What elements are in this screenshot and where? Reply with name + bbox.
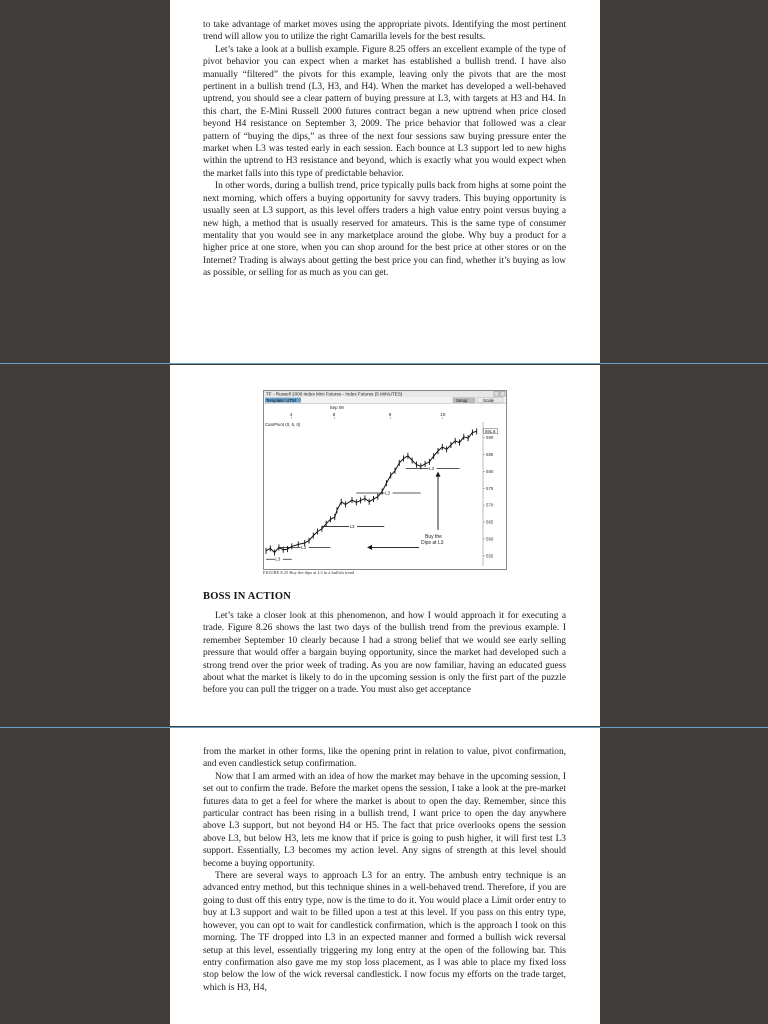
pivot-label: L3	[275, 556, 281, 562]
paragraph: In other words, during a bullish trend, price typically pulls back from highs at some point the next morning, which offers a buying opportunity for savvy traders. This buying opportunity is usually seen at L3 support, as this level offers traders a high value entry point versus buying a new high, a method that is usually reserved for amateurs. This is the same type of consumer mentality that you would see in any marketplace around the globe. Why buy a product for a higher price at one store, when you can shop around for the best price at other stores or on the Internet? Trading is always about getting the best price you can find, whether it’s buying as low as possible, or selling for as much as you can get.	[203, 181, 566, 279]
x-tick-label: 4	[289, 412, 293, 417]
paragraph: to take advantage of market moves using the appropriate pivots. Identifying the most pertinent trend will allow you to utilize the right Camarilla levels for the best results.	[203, 20, 566, 43]
y-tick-label: 570	[486, 502, 494, 508]
month-label: Sep 09	[329, 405, 344, 410]
x-tick-label: 10	[440, 412, 446, 417]
y-tick-label: 565	[486, 519, 494, 525]
x-tick-label: 8	[332, 412, 336, 417]
body-text	[203, 746, 566, 994]
paragraph: Let’s take a look at a bullish example. Figure 8.25 offers an excellent example of the type of pivot behavior you can expect when a market has established a bullish trend. I have also manually “filtered” the pivots for this example, leaving only the pivots that are the most pertinent in a bullish trend (L3, H3, and H4). When the market has developed a well-behaved uptrend, you should see a clear pattern of buying pressure at L3, with targets at H3 and H4. In this chart, the E-Mini Russell 2000 futures contract began a new uptrend when price closed beyond H4 resistance on September 3, 2009. The price behavior that followed was a clear pattern of “buying the dips,” as three of the next four sessions saw buying pressure enter the market when L3 was tested early in each session. Each bounce at L3 support led to new highs within the uptrend to H3 resistance and beyond, which is exactly what you would expect when the market falls into this type of predictable behavior.	[203, 44, 566, 179]
paragraph: from the market in other forms, like the opening print in relation to value, pivot confirmation, and even candlestick setup confirmation.	[203, 747, 566, 770]
section-heading: BOSS IN ACTION	[203, 591, 291, 602]
document-page	[170, 0, 600, 363]
y-tick-label: 560	[486, 536, 494, 542]
body-text	[203, 19, 566, 280]
pivot-label: L3	[349, 523, 355, 529]
y-tick-label: 585	[486, 452, 494, 458]
pivot-label: L3	[301, 544, 307, 550]
body-text	[203, 610, 566, 697]
paragraph: Now that I am armed with an idea of how the market may behave in the upcoming session, I set out to confirm the trade. Before the market opens the session, I take a look at the pre-market futures data to get a feel for where the market is about to open the day. Remember, since this particular contract has been rising in a bullish trend, I want price to open the day anywhere above L3 support, but not beyond H4 or H5. The fact that price overlooks opens the session above L3, but below H3, lets me know that if price is going to push higher, it will first test L3 support. Essentially, L3 becomes my action level. Any signs of strength at this level should become a buying opportunity.	[203, 771, 566, 869]
y-tick-label: 580	[486, 468, 494, 474]
y-tick-label: 575	[486, 485, 494, 491]
pivot-label: L3	[429, 466, 435, 472]
paragraph: There are several ways to approach L3 for an entry. The ambush entry technique is an advanced entry method, but this technique shines in a well-behaved trend. Therefore, if you are going to dust off this entry type, now is the time to do it. You would place a Limit order entry to buy at L3 support and wait to be filled upon a test at this level. If you pass on this entry type, however, you can opt to wait for candlestick confirmation, which is the approach I took on this morning. The TF dropped into L3 in an expected manner and formed a bullish wick reversal setup at this level, essentially triggering my long entry at the open of the following bar. This entry confirmation also gave me my stop loss placement, as I was able to place my fixed loss stop below the low of the wick reversal candlestick. I now focus my efforts on the trade target, which is H3, H4,	[203, 871, 566, 993]
indicator-label: CamPivot (0, 6, 0)	[265, 422, 301, 427]
chart-window-title: TF - Russell 2000 Index Mini Futures - Index Futures (5 MINUTES)	[266, 391, 403, 397]
paragraph: Let’s take a closer look at this phenomenon, and how I would approach it for executing a trade. Figure 8.26 shows the last two days of the bullish trend from the previous example. I remember September 10 clearly because I had a strong belief that we would see early selling pressure that would offer a bargain buying opportunity, since the market had developed such a strong trend over the prior week of trading. As you are now familiar, having an educated guess about what the market is likely to do in the upcoming session is only the first part of the puzzle before you can pull the trigger on a trade. You must also get acceptance	[203, 611, 566, 696]
figure-chart	[263, 390, 507, 570]
pivot-label: L3	[385, 490, 390, 496]
setup-button-label: Setup	[456, 397, 468, 403]
window-button-icon[interactable]	[494, 392, 499, 397]
document-page	[170, 365, 600, 726]
annotation-line-1: Buy the	[425, 534, 442, 540]
x-tick-label: 9	[388, 412, 392, 417]
y-tick-label: 555	[486, 553, 494, 559]
chart-template-label: Template: UTM	[266, 397, 296, 403]
y-tick-label: 590	[486, 435, 494, 441]
document-page	[170, 728, 600, 1024]
annotation-line-2: Dips at L3	[421, 540, 444, 546]
figure-caption: FIGURE 8.25 Buy the dips at L3 in a bullish trend	[263, 570, 355, 575]
scale-button-label: Scale	[483, 397, 494, 403]
last-price-label: 591.8	[485, 428, 496, 434]
price-chart	[263, 390, 507, 570]
window-button-icon[interactable]	[500, 392, 505, 397]
page-separator	[0, 363, 768, 364]
